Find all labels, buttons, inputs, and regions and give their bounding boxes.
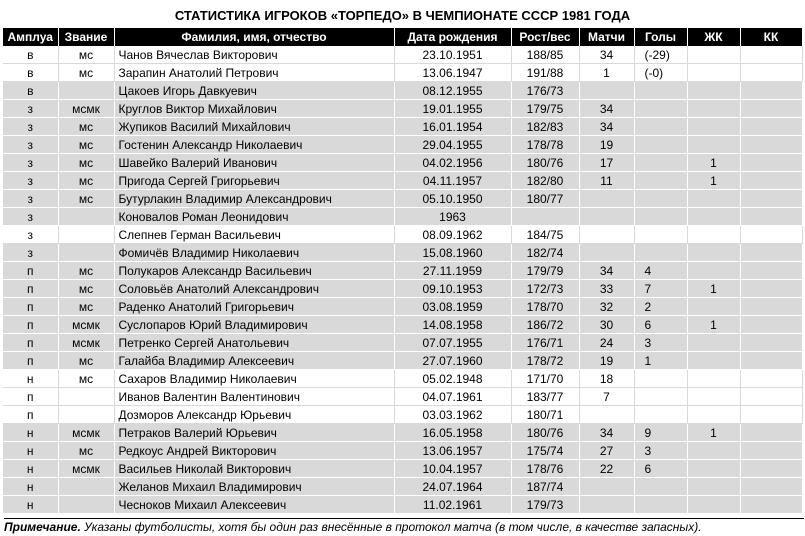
cell-name: Фомичёв Владимир Николаевич bbox=[114, 244, 394, 262]
cell-height-weight: 187/74 bbox=[511, 478, 579, 496]
cell-birth: 27.11.1959 bbox=[394, 262, 511, 280]
cell-goals: 3 bbox=[634, 334, 687, 352]
table-row bbox=[3, 352, 802, 370]
cell-birth: 29.04.1955 bbox=[394, 136, 511, 154]
table-row bbox=[3, 496, 802, 514]
cell-red-cards bbox=[740, 154, 802, 172]
cell-yellow-cards: 1 bbox=[687, 424, 740, 442]
cell-birth: 1963 bbox=[394, 208, 511, 226]
cell-birth: 09.10.1953 bbox=[394, 280, 511, 298]
cell-red-cards bbox=[740, 280, 802, 298]
cell-rank bbox=[58, 226, 114, 244]
table-row bbox=[3, 190, 802, 208]
cell-name: Петренко Сергей Анатольевич bbox=[114, 334, 394, 352]
cell-role: н bbox=[3, 442, 58, 460]
cell-rank bbox=[58, 406, 114, 424]
cell-red-cards bbox=[740, 352, 802, 370]
table-row bbox=[3, 424, 802, 442]
table-row bbox=[3, 460, 802, 478]
cell-rank: мсмк bbox=[58, 460, 114, 478]
cell-height-weight: 175/74 bbox=[511, 442, 579, 460]
cell-height-weight: 178/78 bbox=[511, 136, 579, 154]
cell-height-weight: 178/70 bbox=[511, 298, 579, 316]
cell-name: Зарапин Анатолий Петрович bbox=[114, 64, 394, 82]
cell-name: Полукаров Александр Васильевич bbox=[114, 262, 394, 280]
cell-goals bbox=[634, 190, 687, 208]
cell-name: Гостенин Александр Николаевич bbox=[114, 136, 394, 154]
cell-role: п bbox=[3, 280, 58, 298]
cell-rank: мс bbox=[58, 190, 114, 208]
cell-rank: мс bbox=[58, 280, 114, 298]
cell-rank: мсмк bbox=[58, 100, 114, 118]
cell-role: п bbox=[3, 388, 58, 406]
cell-red-cards bbox=[740, 424, 802, 442]
cell-role: в bbox=[3, 64, 58, 82]
cell-matches: 1 bbox=[579, 64, 634, 82]
cell-matches bbox=[579, 244, 634, 262]
cell-role: з bbox=[3, 190, 58, 208]
cell-red-cards bbox=[740, 118, 802, 136]
cell-goals: 4 bbox=[634, 262, 687, 280]
cell-name: Раденко Анатолий Григорьевич bbox=[114, 298, 394, 316]
column-header-name: Фамилия, имя, отчество bbox=[114, 28, 394, 46]
cell-name: Чесноков Михаил Алексеевич bbox=[114, 496, 394, 514]
footnote-text: Указаны футболисты, хотя бы один раз внесённые в протокол матча (в том числе, в качестве запасных). bbox=[80, 520, 702, 534]
table-row bbox=[3, 64, 802, 82]
table-title: СТАТИСТИКА ИГРОКОВ «ТОРПЕДО» В ЧЕМПИОНАТЕ СССР 1981 ГОДА bbox=[174, 8, 631, 23]
cell-yellow-cards bbox=[687, 388, 740, 406]
cell-yellow-cards bbox=[687, 208, 740, 226]
cell-name: Круглов Виктор Михайлович bbox=[114, 100, 394, 118]
cell-name: Цакоев Игорь Давкуевич bbox=[114, 82, 394, 100]
cell-yellow-cards: 1 bbox=[687, 316, 740, 334]
cell-goals: 6 bbox=[634, 460, 687, 478]
cell-goals: (-0) bbox=[634, 64, 687, 82]
cell-role: н bbox=[3, 424, 58, 442]
cell-yellow-cards bbox=[687, 190, 740, 208]
table-row bbox=[3, 136, 802, 154]
cell-height-weight: 182/80 bbox=[511, 172, 579, 190]
cell-rank bbox=[58, 244, 114, 262]
cell-rank: мс bbox=[58, 118, 114, 136]
cell-birth: 04.11.1957 bbox=[394, 172, 511, 190]
cell-name: Галайба Владимир Алексеевич bbox=[114, 352, 394, 370]
cell-name: Петраков Валерий Юрьевич bbox=[114, 424, 394, 442]
cell-role: н bbox=[3, 370, 58, 388]
cell-height-weight: 186/72 bbox=[511, 316, 579, 334]
cell-yellow-cards bbox=[687, 406, 740, 424]
cell-matches: 24 bbox=[579, 334, 634, 352]
cell-rank: мс bbox=[58, 352, 114, 370]
cell-goals bbox=[634, 172, 687, 190]
cell-yellow-cards bbox=[687, 244, 740, 262]
column-header-role: Амплуа bbox=[3, 28, 58, 46]
cell-role: з bbox=[3, 244, 58, 262]
cell-rank: мс bbox=[58, 442, 114, 460]
cell-matches: 17 bbox=[579, 154, 634, 172]
cell-role: з bbox=[3, 226, 58, 244]
cell-red-cards bbox=[740, 82, 802, 100]
table-row bbox=[3, 226, 802, 244]
cell-birth: 04.02.1956 bbox=[394, 154, 511, 172]
cell-matches bbox=[579, 226, 634, 244]
table-row bbox=[3, 208, 802, 226]
table-row bbox=[3, 298, 802, 316]
cell-role: н bbox=[3, 496, 58, 514]
cell-name: Коновалов Роман Леонидович bbox=[114, 208, 394, 226]
cell-rank: мс bbox=[58, 64, 114, 82]
cell-name: Слепнев Герман Васильевич bbox=[114, 226, 394, 244]
table-row bbox=[3, 334, 802, 352]
cell-matches: 32 bbox=[579, 298, 634, 316]
cell-matches: 33 bbox=[579, 280, 634, 298]
cell-rank: мс bbox=[58, 262, 114, 280]
cell-height-weight: 178/72 bbox=[511, 352, 579, 370]
cell-name: Соловьёв Анатолий Александрович bbox=[114, 280, 394, 298]
cell-red-cards bbox=[740, 208, 802, 226]
cell-role: в bbox=[3, 46, 58, 64]
table-row bbox=[3, 280, 802, 298]
cell-rank: мс bbox=[58, 154, 114, 172]
cell-name: Сахаров Владимир Николаевич bbox=[114, 370, 394, 388]
table-row bbox=[3, 316, 802, 334]
cell-yellow-cards bbox=[687, 442, 740, 460]
cell-birth: 10.04.1957 bbox=[394, 460, 511, 478]
cell-height-weight: 176/71 bbox=[511, 334, 579, 352]
column-header-matches: Матчи bbox=[579, 28, 634, 46]
cell-matches: 34 bbox=[579, 100, 634, 118]
cell-birth: 04.07.1961 bbox=[394, 388, 511, 406]
cell-red-cards bbox=[740, 388, 802, 406]
cell-name: Дозморов Александр Юрьевич bbox=[114, 406, 394, 424]
table-row bbox=[3, 154, 802, 172]
cell-name: Иванов Валентин Валентинович bbox=[114, 388, 394, 406]
cell-yellow-cards: 1 bbox=[687, 154, 740, 172]
cell-goals bbox=[634, 226, 687, 244]
cell-role: в bbox=[3, 82, 58, 100]
cell-height-weight: 182/83 bbox=[511, 118, 579, 136]
cell-goals bbox=[634, 406, 687, 424]
cell-name: Бутурлакин Владимир Александрович bbox=[114, 190, 394, 208]
cell-red-cards bbox=[740, 496, 802, 514]
cell-yellow-cards bbox=[687, 370, 740, 388]
cell-rank bbox=[58, 208, 114, 226]
cell-role: з bbox=[3, 154, 58, 172]
cell-yellow-cards bbox=[687, 334, 740, 352]
table-row bbox=[3, 118, 802, 136]
table-row bbox=[3, 406, 802, 424]
cell-red-cards bbox=[740, 460, 802, 478]
cell-height-weight: 176/73 bbox=[511, 82, 579, 100]
cell-birth: 24.07.1964 bbox=[394, 478, 511, 496]
cell-matches: 19 bbox=[579, 352, 634, 370]
cell-height-weight: 178/76 bbox=[511, 460, 579, 478]
cell-goals: 9 bbox=[634, 424, 687, 442]
cell-birth: 08.09.1962 bbox=[394, 226, 511, 244]
cell-birth: 19.01.1955 bbox=[394, 100, 511, 118]
cell-red-cards bbox=[740, 136, 802, 154]
cell-goals bbox=[634, 82, 687, 100]
cell-height-weight: 179/79 bbox=[511, 262, 579, 280]
cell-matches: 34 bbox=[579, 118, 634, 136]
cell-rank: мс bbox=[58, 172, 114, 190]
cell-goals bbox=[634, 244, 687, 262]
table-row bbox=[3, 370, 802, 388]
cell-matches: 27 bbox=[579, 442, 634, 460]
cell-matches bbox=[579, 496, 634, 514]
cell-name: Редкоус Андрей Викторович bbox=[114, 442, 394, 460]
cell-birth: 23.10.1951 bbox=[394, 46, 511, 64]
cell-yellow-cards: 1 bbox=[687, 172, 740, 190]
table-row bbox=[3, 442, 802, 460]
cell-role: з bbox=[3, 100, 58, 118]
cell-height-weight: 180/76 bbox=[511, 154, 579, 172]
cell-red-cards bbox=[740, 370, 802, 388]
cell-name: Суслопаров Юрий Владимирович bbox=[114, 316, 394, 334]
cell-matches: 18 bbox=[579, 370, 634, 388]
table-row bbox=[3, 46, 802, 64]
cell-rank bbox=[58, 82, 114, 100]
cell-role: п bbox=[3, 316, 58, 334]
cell-birth: 03.03.1962 bbox=[394, 406, 511, 424]
cell-rank: мсмк bbox=[58, 334, 114, 352]
cell-red-cards bbox=[740, 298, 802, 316]
cell-goals bbox=[634, 478, 687, 496]
cell-height-weight: 180/77 bbox=[511, 190, 579, 208]
cell-matches: 22 bbox=[579, 460, 634, 478]
cell-height-weight: 183/77 bbox=[511, 388, 579, 406]
cell-goals bbox=[634, 208, 687, 226]
cell-goals: 1 bbox=[634, 352, 687, 370]
cell-goals: (-29) bbox=[634, 46, 687, 64]
cell-role: п bbox=[3, 352, 58, 370]
cell-name: Шавейко Валерий Иванович bbox=[114, 154, 394, 172]
cell-matches bbox=[579, 82, 634, 100]
cell-birth: 13.06.1957 bbox=[394, 442, 511, 460]
cell-goals bbox=[634, 136, 687, 154]
cell-role: п bbox=[3, 262, 58, 280]
cell-yellow-cards bbox=[687, 82, 740, 100]
cell-height-weight: 172/73 bbox=[511, 280, 579, 298]
cell-rank bbox=[58, 496, 114, 514]
cell-height-weight: 171/70 bbox=[511, 370, 579, 388]
cell-goals bbox=[634, 118, 687, 136]
cell-birth: 05.10.1950 bbox=[394, 190, 511, 208]
cell-yellow-cards bbox=[687, 136, 740, 154]
cell-matches: 34 bbox=[579, 262, 634, 280]
cell-yellow-cards bbox=[687, 298, 740, 316]
player-stats-table bbox=[3, 28, 803, 514]
cell-yellow-cards bbox=[687, 100, 740, 118]
cell-goals: 7 bbox=[634, 280, 687, 298]
cell-yellow-cards bbox=[687, 118, 740, 136]
cell-name: Васильев Николай Викторович bbox=[114, 460, 394, 478]
cell-yellow-cards: 1 bbox=[687, 280, 740, 298]
cell-goals bbox=[634, 370, 687, 388]
table-row bbox=[3, 172, 802, 190]
column-header-yellow-cards: ЖК bbox=[687, 28, 740, 46]
cell-red-cards bbox=[740, 406, 802, 424]
cell-goals: 6 bbox=[634, 316, 687, 334]
cell-red-cards bbox=[740, 190, 802, 208]
cell-yellow-cards bbox=[687, 478, 740, 496]
cell-red-cards bbox=[740, 46, 802, 64]
cell-matches: 34 bbox=[579, 424, 634, 442]
cell-height-weight: 191/88 bbox=[511, 64, 579, 82]
cell-name: Жупиков Василий Михайлович bbox=[114, 118, 394, 136]
cell-birth: 07.07.1955 bbox=[394, 334, 511, 352]
column-header-rank: Звание bbox=[58, 28, 114, 46]
cell-yellow-cards bbox=[687, 496, 740, 514]
cell-matches bbox=[579, 478, 634, 496]
cell-rank: мс bbox=[58, 136, 114, 154]
table-row bbox=[3, 82, 802, 100]
cell-matches bbox=[579, 406, 634, 424]
cell-goals bbox=[634, 388, 687, 406]
cell-goals bbox=[634, 496, 687, 514]
header-row bbox=[3, 28, 802, 46]
cell-name: Пригода Сергей Григорьевич bbox=[114, 172, 394, 190]
footnote bbox=[4, 518, 804, 535]
cell-matches: 30 bbox=[579, 316, 634, 334]
cell-birth: 08.12.1955 bbox=[394, 82, 511, 100]
cell-goals: 2 bbox=[634, 298, 687, 316]
cell-height-weight: 188/85 bbox=[511, 46, 579, 64]
cell-goals: 3 bbox=[634, 442, 687, 460]
cell-rank: мсмк bbox=[58, 316, 114, 334]
cell-rank bbox=[58, 388, 114, 406]
cell-birth: 11.02.1961 bbox=[394, 496, 511, 514]
column-header-red-cards: КК bbox=[740, 28, 802, 46]
cell-red-cards bbox=[740, 172, 802, 190]
cell-red-cards bbox=[740, 64, 802, 82]
cell-name: Чанов Вячеслав Викторович bbox=[114, 46, 394, 64]
cell-matches bbox=[579, 190, 634, 208]
cell-birth: 13.06.1947 bbox=[394, 64, 511, 82]
cell-height-weight: 179/75 bbox=[511, 100, 579, 118]
cell-height-weight: 184/75 bbox=[511, 226, 579, 244]
table-row bbox=[3, 244, 802, 262]
cell-goals bbox=[634, 154, 687, 172]
cell-matches: 34 bbox=[579, 46, 634, 64]
cell-red-cards bbox=[740, 100, 802, 118]
table-row bbox=[3, 262, 802, 280]
cell-birth: 16.01.1954 bbox=[394, 118, 511, 136]
cell-yellow-cards bbox=[687, 46, 740, 64]
cell-name: Желанов Михаил Владимирович bbox=[114, 478, 394, 496]
cell-role: з bbox=[3, 172, 58, 190]
cell-red-cards bbox=[740, 244, 802, 262]
cell-yellow-cards bbox=[687, 262, 740, 280]
cell-role: п bbox=[3, 298, 58, 316]
cell-birth: 16.05.1958 bbox=[394, 424, 511, 442]
table-row bbox=[3, 388, 802, 406]
cell-rank: мс bbox=[58, 298, 114, 316]
column-header-birth: Дата рождения bbox=[394, 28, 511, 46]
cell-matches bbox=[579, 208, 634, 226]
cell-height-weight: 180/71 bbox=[511, 406, 579, 424]
cell-red-cards bbox=[740, 316, 802, 334]
cell-height-weight: 179/73 bbox=[511, 496, 579, 514]
cell-red-cards bbox=[740, 334, 802, 352]
cell-red-cards bbox=[740, 442, 802, 460]
cell-goals bbox=[634, 100, 687, 118]
cell-birth: 05.02.1948 bbox=[394, 370, 511, 388]
cell-rank: мсмк bbox=[58, 424, 114, 442]
cell-rank bbox=[58, 478, 114, 496]
cell-role: п bbox=[3, 406, 58, 424]
cell-matches: 7 bbox=[579, 388, 634, 406]
cell-birth: 14.08.1958 bbox=[394, 316, 511, 334]
cell-red-cards bbox=[740, 226, 802, 244]
cell-height-weight: 182/74 bbox=[511, 244, 579, 262]
cell-role: з bbox=[3, 208, 58, 226]
cell-yellow-cards bbox=[687, 352, 740, 370]
column-header-height-weight: Рост/вес bbox=[511, 28, 579, 46]
cell-role: н bbox=[3, 478, 58, 496]
cell-matches: 19 bbox=[579, 136, 634, 154]
cell-birth: 27.07.1960 bbox=[394, 352, 511, 370]
cell-role: п bbox=[3, 334, 58, 352]
table-row bbox=[3, 478, 802, 496]
cell-red-cards bbox=[740, 478, 802, 496]
cell-height-weight bbox=[511, 208, 579, 226]
cell-matches: 11 bbox=[579, 172, 634, 190]
cell-rank: мс bbox=[58, 370, 114, 388]
cell-role: н bbox=[3, 460, 58, 478]
cell-yellow-cards bbox=[687, 64, 740, 82]
cell-role: з bbox=[3, 136, 58, 154]
cell-birth: 03.08.1959 bbox=[394, 298, 511, 316]
cell-role: з bbox=[3, 118, 58, 136]
cell-rank: мс bbox=[58, 46, 114, 64]
footnote-label: Примечание. bbox=[4, 520, 81, 534]
table-row bbox=[3, 100, 802, 118]
cell-birth: 15.08.1960 bbox=[394, 244, 511, 262]
cell-yellow-cards bbox=[687, 226, 740, 244]
cell-yellow-cards bbox=[687, 460, 740, 478]
cell-height-weight: 180/76 bbox=[511, 424, 579, 442]
column-header-goals: Голы bbox=[634, 28, 687, 46]
cell-red-cards bbox=[740, 262, 802, 280]
